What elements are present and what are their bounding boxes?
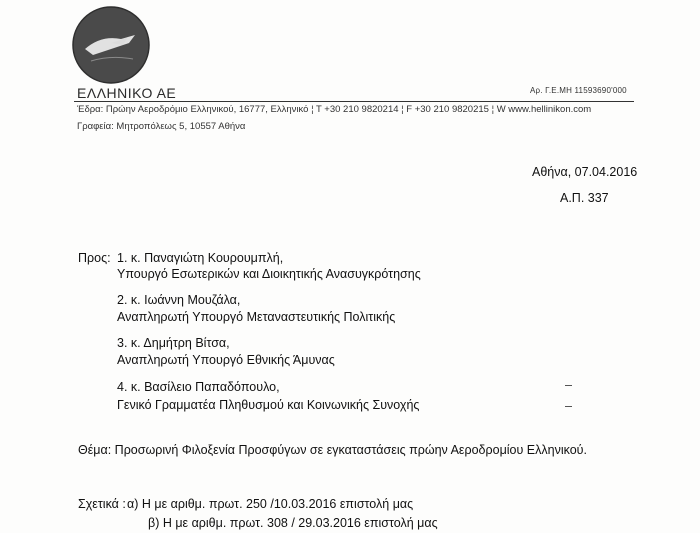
letter-date: Αθήνα, 07.04.2016 [532, 165, 638, 179]
recipient-4-title: Γενικό Γραμματέα Πληθυσμού και Κοινωνικής Συνοχής [117, 398, 420, 412]
reference-line-b: β) Η με αριθμ. πρωτ. 308 / 29.03.2016 επιστολή μας [148, 516, 438, 530]
recipient-4-name: 4. κ. Βασίλειο Παπαδόπουλο, [117, 380, 280, 394]
margin-mark [565, 385, 572, 386]
recipient-1-title: Υπουργό Εσωτερικών και Διοικητικής Ανασυγκρότησης [117, 267, 421, 281]
company-address: Έδρα: Πρώην Αεροδρόμιο Ελληνικού, 16777, Ελληνικό ¦ Τ +30 210 9820214 ¦ F +30 210 9820215 ¦ W www.hellinikon.com [77, 104, 592, 115]
company-offices: Γραφεία: Μητροπόλεως 5, 10557 Αθήνα [77, 121, 246, 132]
company-name: ΕΛΛΗΝΙΚΟ ΑΕ [77, 85, 177, 101]
registry-number: Αρ. Γ.Ε.ΜΗ 11593690'000 [530, 86, 627, 95]
margin-mark [565, 406, 572, 407]
recipient-2-title: Αναπληρωτή Υπουργό Μεταναστευτικής Πολιτικής [117, 310, 396, 324]
company-logo [71, 5, 151, 85]
protocol-number: Α.Π. 337 [560, 191, 609, 205]
references-label: Σχετικά : [78, 497, 126, 511]
letter-subject: Θέμα: Προσωρινή Φιλοξενία Προσφύγων σε εγκαταστάσεις πρώην Αεροδρομίου Ελληνικού. [78, 443, 587, 457]
reference-line-a: α) Η με αριθμ. πρωτ. 250 /10.03.2016 επιστολή μας [127, 497, 414, 511]
recipient-2-name: 2. κ. Ιωάννη Μουζάλα, [117, 293, 241, 307]
header-divider [74, 101, 634, 102]
recipients-label: Προς: [78, 251, 111, 265]
recipient-1-name: 1. κ. Παναγιώτη Κουρουμπλή, [117, 251, 284, 265]
recipient-3-name: 3. κ. Δημήτρη Βίτσα, [117, 336, 230, 350]
recipient-3-title: Αναπληρωτή Υπουργό Εθνικής Άμυνας [117, 353, 335, 367]
